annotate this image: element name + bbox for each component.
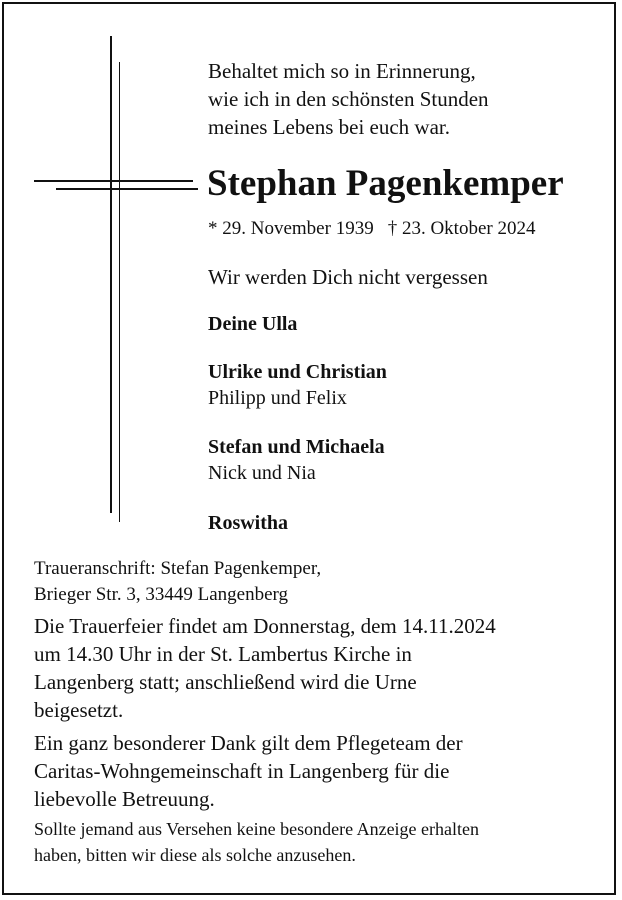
- thanks-line: Ein ganz besonderer Dank gilt dem Pflegeteam der: [34, 731, 463, 755]
- memorial-verse: [208, 57, 489, 141]
- mourning-address: [34, 556, 321, 608]
- mourner-name: Deine Ulla: [208, 313, 298, 335]
- mourner-children: Nick und Nia: [208, 462, 316, 484]
- remembrance-line: Wir werden Dich nicht vergessen: [208, 265, 488, 289]
- mourner-name: Stefan und Michaela: [208, 436, 385, 458]
- ceremony-line: Langenberg statt; anschließend wird die Urne: [34, 670, 417, 694]
- death-date: † 23. Oktober 2024: [387, 218, 536, 239]
- mourner-name: Roswitha: [208, 512, 289, 534]
- address-line: Traueranschrift: Stefan Pagenkemper,: [34, 558, 322, 579]
- address-line: Brieger Str. 3, 33449 Langenberg: [34, 584, 288, 605]
- thanks-line: Caritas-Wohngemeinschaft in Langenberg für die: [34, 759, 450, 783]
- mourner-children: Philipp und Felix: [208, 387, 347, 409]
- cross-vertical-line: [110, 36, 112, 513]
- mourner-name: Ulrike und Christian: [208, 361, 387, 383]
- closing-notice: [34, 816, 604, 868]
- deceased-name: Stephan Pagenkemper: [207, 163, 564, 204]
- closing-line: haben, bitten wir diese als solche anzusehen.: [34, 845, 356, 865]
- ceremony-notice: [34, 612, 594, 724]
- ceremony-line: Die Trauerfeier findet am Donnerstag, dem 14.11.2024: [34, 614, 496, 638]
- cross-horizontal-line: [34, 180, 193, 182]
- mourner-group: [208, 434, 385, 486]
- life-dates: [208, 216, 535, 242]
- cross-horizontal-line-lower: [56, 188, 198, 190]
- ceremony-line: beigesetzt.: [34, 698, 124, 722]
- thanks-notice: [34, 729, 594, 813]
- thanks-line: liebevolle Betreuung.: [34, 787, 215, 811]
- mourner-group: [208, 510, 288, 536]
- birth-date: * 29. November 1939: [208, 218, 374, 239]
- closing-line: Sollte jemand aus Versehen keine besondere Anzeige erhalten: [34, 819, 480, 839]
- ceremony-line: um 14.30 Uhr in der St. Lambertus Kirche in: [34, 642, 412, 666]
- mourner-group: [208, 359, 387, 411]
- mourner-group: [208, 311, 297, 337]
- cross-vertical-line-thin: [119, 62, 120, 522]
- verse-line: meines Lebens bei euch war.: [208, 115, 450, 139]
- verse-line: Behaltet mich so in Erinnerung,: [208, 59, 476, 83]
- verse-line: wie ich in den schönsten Stunden: [208, 87, 489, 111]
